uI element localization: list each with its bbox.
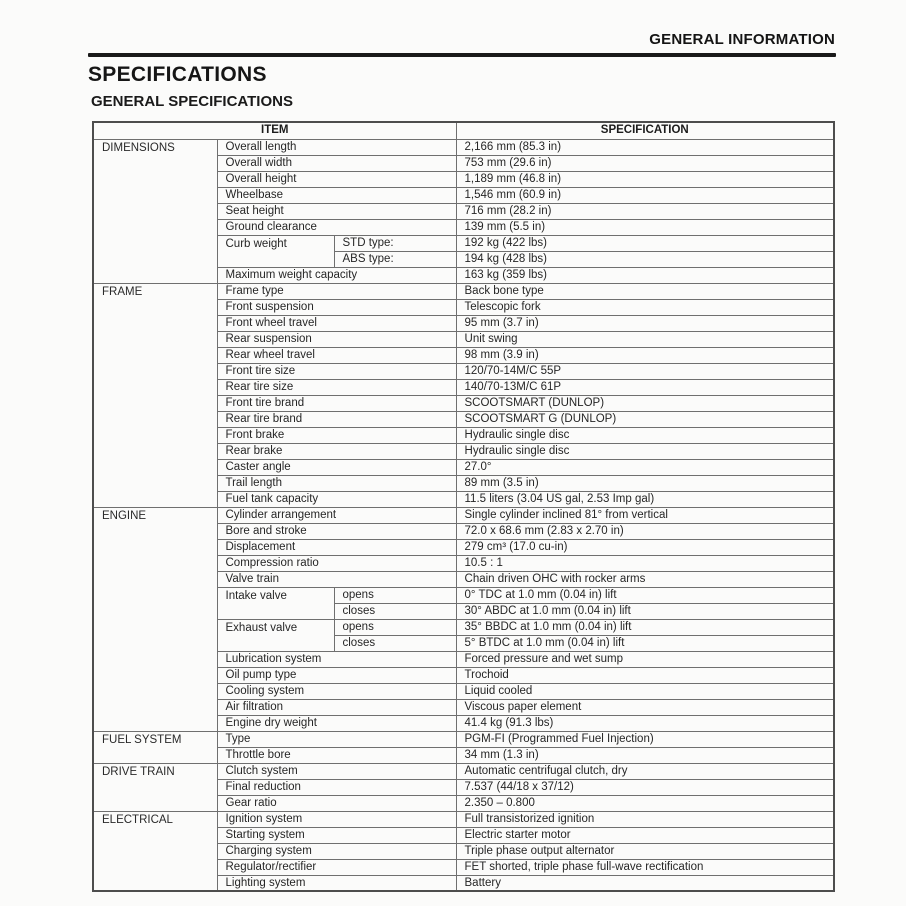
spec-cell: 72.0 x 68.6 mm (2.83 x 2.70 in): [456, 523, 834, 539]
spec-cell: 1,546 mm (60.9 in): [456, 187, 834, 203]
item-cell: Front suspension: [217, 299, 456, 315]
item-sub-cell: opens: [334, 587, 456, 603]
table-row: [93, 811, 834, 827]
spec-cell: Forced pressure and wet sump: [456, 651, 834, 667]
item-cell: Front brake: [217, 427, 456, 443]
item-cell: Rear wheel travel: [217, 347, 456, 363]
page-header: GENERAL INFORMATION: [649, 31, 835, 48]
item-cell: Front wheel travel: [217, 315, 456, 331]
spec-cell: 2,166 mm (85.3 in): [456, 139, 834, 155]
item-sub-cell: ABS type:: [334, 251, 456, 267]
spec-cell: SCOOTSMART G (DUNLOP): [456, 411, 834, 427]
item-cell: Maximum weight capacity: [217, 267, 456, 283]
spec-cell: Telescopic fork: [456, 299, 834, 315]
item-cell: Rear tire size: [217, 379, 456, 395]
item-cell: Lighting system: [217, 875, 456, 891]
spec-cell: Unit swing: [456, 331, 834, 347]
spec-cell: 98 mm (3.9 in): [456, 347, 834, 363]
item-cell: Lubrication system: [217, 651, 456, 667]
item-cell: Ground clearance: [217, 219, 456, 235]
item-cell: Seat height: [217, 203, 456, 219]
spec-cell: 34 mm (1.3 in): [456, 747, 834, 763]
item-cell: Air filtration: [217, 699, 456, 715]
spec-cell: SCOOTSMART (DUNLOP): [456, 395, 834, 411]
section-subtitle: GENERAL SPECIFICATIONS: [91, 93, 293, 110]
table-row: [93, 763, 834, 779]
spec-cell: 1,189 mm (46.8 in): [456, 171, 834, 187]
spec-cell: 89 mm (3.5 in): [456, 475, 834, 491]
item-cell: Engine dry weight: [217, 715, 456, 731]
spec-cell: 0° TDC at 1.0 mm (0.04 in) lift: [456, 587, 834, 603]
spec-cell: 27.0°: [456, 459, 834, 475]
spec-cell: 192 kg (422 lbs): [456, 235, 834, 251]
spec-cell: 2.350 – 0.800: [456, 795, 834, 811]
spec-cell: Viscous paper element: [456, 699, 834, 715]
table-header-specification: SPECIFICATION: [456, 122, 834, 139]
item-cell: Overall length: [217, 139, 456, 155]
item-cell: Front tire brand: [217, 395, 456, 411]
item-cell: Charging system: [217, 843, 456, 859]
spec-cell: 11.5 liters (3.04 US gal, 2.53 Imp gal): [456, 491, 834, 507]
item-cell: Rear brake: [217, 443, 456, 459]
spec-cell: Triple phase output alternator: [456, 843, 834, 859]
item-cell: Valve train: [217, 571, 456, 587]
spec-cell: 163 kg (359 lbs): [456, 267, 834, 283]
item-cell: Rear suspension: [217, 331, 456, 347]
item-cell: Gear ratio: [217, 795, 456, 811]
spec-cell: Hydraulic single disc: [456, 427, 834, 443]
spec-cell: 753 mm (29.6 in): [456, 155, 834, 171]
item-cell: Trail length: [217, 475, 456, 491]
item-cell: Front tire size: [217, 363, 456, 379]
spec-cell: Single cylinder inclined 81° from vertical: [456, 507, 834, 523]
page-title: SPECIFICATIONS: [88, 63, 267, 86]
spec-cell: 30° ABDC at 1.0 mm (0.04 in) lift: [456, 603, 834, 619]
item-cell: Bore and stroke: [217, 523, 456, 539]
item-cell: Throttle bore: [217, 747, 456, 763]
spec-cell: 5° BTDC at 1.0 mm (0.04 in) lift: [456, 635, 834, 651]
item-cell: Ignition system: [217, 811, 456, 827]
item-cell: Wheelbase: [217, 187, 456, 203]
spec-cell: 716 mm (28.2 in): [456, 203, 834, 219]
item-cell: Cylinder arrangement: [217, 507, 456, 523]
spec-cell: Electric starter motor: [456, 827, 834, 843]
table-row: [93, 283, 834, 299]
spec-cell: Battery: [456, 875, 834, 891]
spec-cell: 41.4 kg (91.3 lbs): [456, 715, 834, 731]
spec-cell: Liquid cooled: [456, 683, 834, 699]
table-row: [93, 731, 834, 747]
item-cell: Curb weight: [217, 235, 334, 267]
spec-cell: 95 mm (3.7 in): [456, 315, 834, 331]
spec-cell: 279 cm³ (17.0 cu-in): [456, 539, 834, 555]
table-header-item: ITEM: [93, 122, 456, 139]
item-cell: Type: [217, 731, 456, 747]
spec-cell: 194 kg (428 lbs): [456, 251, 834, 267]
spec-cell: 140/70-13M/C 61P: [456, 379, 834, 395]
spec-cell: 139 mm (5.5 in): [456, 219, 834, 235]
spec-table-body: [93, 139, 834, 891]
section-cell: FRAME: [93, 283, 217, 507]
spec-cell: 35° BBDC at 1.0 mm (0.04 in) lift: [456, 619, 834, 635]
item-cell: Frame type: [217, 283, 456, 299]
item-cell: Intake valve: [217, 587, 334, 619]
item-cell: Clutch system: [217, 763, 456, 779]
item-sub-cell: closes: [334, 603, 456, 619]
spec-cell: 7.537 (44/18 x 37/12): [456, 779, 834, 795]
spec-cell: PGM-FI (Programmed Fuel Injection): [456, 731, 834, 747]
item-cell: Rear tire brand: [217, 411, 456, 427]
header-divider-rule: [88, 53, 836, 57]
item-cell: Oil pump type: [217, 667, 456, 683]
item-cell: Displacement: [217, 539, 456, 555]
item-cell: Final reduction: [217, 779, 456, 795]
item-cell: Compression ratio: [217, 555, 456, 571]
section-cell: ENGINE: [93, 507, 217, 731]
item-cell: Caster angle: [217, 459, 456, 475]
spec-cell: Back bone type: [456, 283, 834, 299]
table-header-row: [93, 122, 834, 139]
spec-cell: 120/70-14M/C 55P: [456, 363, 834, 379]
item-cell: Overall height: [217, 171, 456, 187]
spec-cell: FET shorted, triple phase full-wave rectification: [456, 859, 834, 875]
table-row: [93, 507, 834, 523]
spec-cell: Full transistorized ignition: [456, 811, 834, 827]
section-cell: DRIVE TRAIN: [93, 763, 217, 811]
spec-cell: Chain driven OHC with rocker arms: [456, 571, 834, 587]
item-cell: Regulator/rectifier: [217, 859, 456, 875]
item-sub-cell: opens: [334, 619, 456, 635]
section-cell: FUEL SYSTEM: [93, 731, 217, 763]
item-sub-cell: closes: [334, 635, 456, 651]
spec-cell: Hydraulic single disc: [456, 443, 834, 459]
section-cell: ELECTRICAL: [93, 811, 217, 891]
item-cell: Exhaust valve: [217, 619, 334, 651]
table-row: [93, 139, 834, 155]
item-cell: Cooling system: [217, 683, 456, 699]
spec-cell: Trochoid: [456, 667, 834, 683]
item-sub-cell: STD type:: [334, 235, 456, 251]
item-cell: Starting system: [217, 827, 456, 843]
spec-table: [92, 121, 835, 892]
section-cell: DIMENSIONS: [93, 139, 217, 283]
spec-cell: 10.5 : 1: [456, 555, 834, 571]
item-cell: Overall width: [217, 155, 456, 171]
item-cell: Fuel tank capacity: [217, 491, 456, 507]
spec-cell: Automatic centrifugal clutch, dry: [456, 763, 834, 779]
